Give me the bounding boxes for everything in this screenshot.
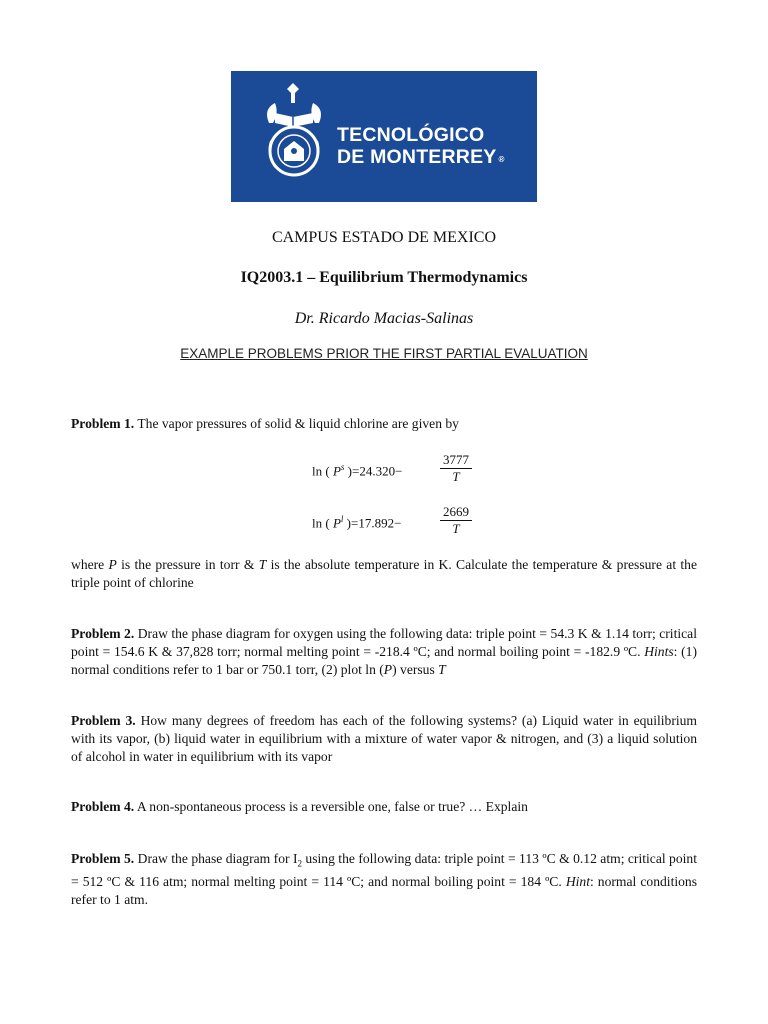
document-title: EXAMPLE PROBLEMS PRIOR THE FIRST PARTIAL EVALUATION <box>180 346 588 361</box>
problem-1-statement: Problem 1. The vapor pressures of solid & liquid chlorine are given by <box>71 416 459 431</box>
logo-line-1: TECNOLÓGICO <box>337 124 485 146</box>
problem-1-question: where P is the pressure in torr & T is the absolute temperature in K. Calculate the temperature & pressure at the triple point of chlorine <box>71 557 698 590</box>
problem-5-statement: Problem 5. Draw the phase diagram for $I_2$ using the following data: triple point = 113 ºC & 0.12 atm; critical point = 512 ºC & 116 atm; normal melting point = 114 ºC; and normal boiling point = 184 ºC. Hint: normal conditions refer to 1 atm. <box>71 851 698 907</box>
course-title: IQ2003.1 – Equilibrium Thermodynamics <box>240 269 528 286</box>
logo-line-2: DE MONTERREY ® <box>337 146 505 168</box>
university-seal-icon <box>261 83 327 179</box>
problem-3-statement: Problem 3. How many degrees of freedom has each of the following systems? (a) Liquid water in equilibrium with its vapor, (b) liquid water in equilibrium with a mixture of water vapor & nitrogen, and (3) a liquid solution of alcohol in water in equilibrium with its vapor <box>71 713 697 764</box>
university-logo <box>231 71 537 202</box>
campus-name: CAMPUS ESTADO DE MEXICO <box>271 229 497 246</box>
problem-4-statement: Problem 4. A non-spontaneous process is a reversible one, false or true? … Explain <box>71 799 528 814</box>
professor-name: Dr. Ricardo Macias-Salinas <box>294 310 474 327</box>
logo-wordmark <box>337 124 505 171</box>
problem-2-statement: Problem 2. Draw the phase diagram for oxygen using the following data: triple point = 54.3 K & 1.14 torr; critical point = 154.6 K & 37,828 torr; normal melting point = -218.4 ºC; and normal boiling point = -182.9 ºC. Hints: (1) normal conditions refer to 1 bar or 750.1 torr, (2) plot ln (P) versus T <box>71 626 697 677</box>
